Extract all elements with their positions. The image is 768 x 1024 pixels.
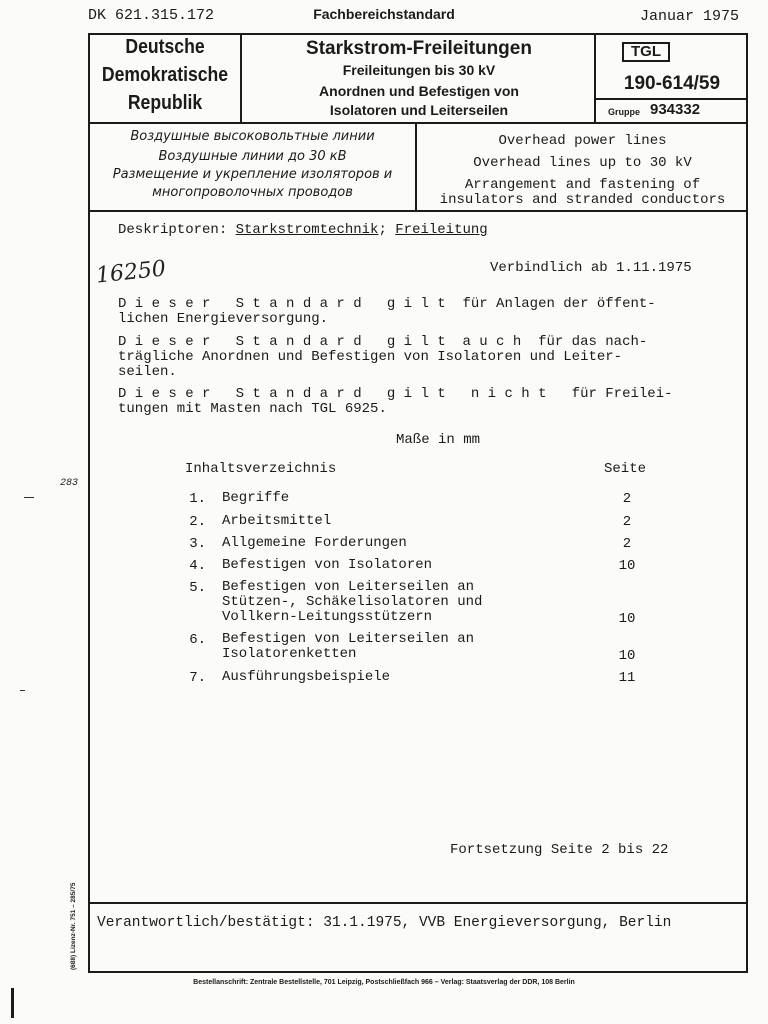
descriptors (118, 222, 488, 238)
toc-number: 3. (189, 536, 206, 552)
toc-page: 2 (622, 514, 632, 530)
standard-subtitle: Freileitungen bis 30 kV (342, 62, 496, 78)
standard-subtitle: Anordnen und Befestigen von (319, 83, 519, 99)
toc-page: 11 (618, 670, 636, 686)
scope-paragraph: D i e s e r S t a n d a r d g i l t n i c h t für Freilei- tungen mit Masten nach TGL 6925. (118, 386, 673, 417)
standard-title: Starkstrom-Freileitungen (306, 38, 532, 59)
descriptor-term: Freileitung (395, 222, 488, 238)
toc-page: 2 (622, 536, 632, 552)
toc-number: 6. (189, 632, 206, 648)
valid-from: Verbindlich ab 1.11.1975 (490, 260, 692, 276)
toc-title: Befestigen von Isolatoren (222, 557, 433, 573)
handwritten-number: 16250 (94, 256, 168, 289)
republic-line: Deutsche (125, 36, 205, 58)
toc-page: 10 (618, 648, 636, 664)
divider (596, 98, 748, 100)
republic-line: Demokratische (101, 64, 229, 86)
english-title-line: Arrangement and fastening of (464, 177, 701, 193)
gruppe-number: 934332 (650, 101, 701, 118)
toc-title: Befestigen von Leiterseilen an Isolatorenketten (222, 631, 475, 662)
toc-number: 4. (189, 558, 206, 574)
descriptor-separator: ; (378, 222, 387, 238)
russian-title-cell (88, 124, 417, 212)
margin-note: 283 (60, 478, 79, 489)
toc-number: 7. (189, 670, 206, 686)
republic-cell (88, 33, 242, 124)
toc-page: 2 (622, 491, 632, 507)
dk-classification: DK 621.315.172 (88, 7, 215, 24)
russian-title-line: Воздушные высоковольтные линии (130, 129, 375, 144)
republic-line: Republik (127, 92, 203, 114)
toc-heading: Inhaltsverzeichnis (185, 461, 337, 477)
toc-number: 2. (189, 514, 206, 530)
russian-title-line: Размещение и укрепление изоляторов и (112, 167, 393, 182)
tgl-number: 190-614/59 (623, 73, 721, 94)
toc-page: 10 (618, 611, 636, 627)
toc-number: 5. (189, 580, 206, 596)
descriptors-label: Deskriptoren: (118, 222, 228, 238)
license-number: (688) Lizenz-Nr. 751 – 285/75 (70, 882, 77, 970)
margin-mark (11, 988, 14, 1018)
standard-subtitle: Isolatoren und Leiterseilen (329, 102, 509, 118)
gruppe-label: Gruppe (608, 107, 641, 117)
continuation-note: Fortsetzung Seite 2 bis 22 (450, 842, 669, 858)
issue-date: Januar 1975 (640, 8, 740, 25)
title-cell (242, 33, 596, 124)
divider (88, 902, 748, 904)
toc-title: Befestigen von Leiterseilen an Stützen-, Schäkelisolatoren und Vollkern-Leitungsstützern (222, 579, 483, 625)
toc-title: Begriffe (222, 490, 290, 506)
russian-title-line: Воздушные линии до 30 кВ (158, 149, 347, 164)
toc-page: 10 (618, 558, 636, 574)
toc-title: Allgemeine Forderungen (222, 535, 407, 551)
descriptor-term: Starkstromtechnik (235, 222, 379, 238)
toc-number: 1. (189, 491, 206, 507)
russian-title-line: многопроволочных проводов (152, 185, 353, 200)
toc-title: Arbeitsmittel (222, 513, 332, 529)
scope-paragraph: D i e s e r S t a n d a r d g i l t für Anlagen der öffent- lichen Energieversorgung. (118, 296, 656, 327)
toc-title: Ausführungsbeispiele (222, 669, 391, 685)
margin-mark (20, 690, 25, 691)
english-title-line: Overhead power lines (498, 133, 667, 149)
english-title-cell (417, 124, 748, 212)
scope-paragraph: D i e s e r S t a n d a r d g i l t a u c h für das nach- trägliche Anordnen und Befestigen von Isolatoren und Leiter- seilen. (118, 334, 648, 380)
document-type: Fachbereichstandard (313, 6, 455, 22)
units-note: Maße in mm (396, 432, 481, 448)
margin-mark (24, 497, 34, 498)
toc-page-heading: Seite (604, 461, 647, 477)
approval-line: Verantwortlich/bestätigt: 31.1.1975, VVB Energieversorgung, Berlin (97, 915, 672, 931)
tgl-logo: TGL (622, 42, 670, 62)
english-title-line: Overhead lines up to 30 kV (473, 155, 692, 171)
order-address-footer: Bestellanschrift: Zentrale Bestellstelle, 701 Leipzig, Postschließfach 966 – Verlag: Staatsverlag der DDR, 108 Berlin (193, 979, 575, 986)
english-title-line: insulators and stranded conductors (439, 192, 726, 208)
